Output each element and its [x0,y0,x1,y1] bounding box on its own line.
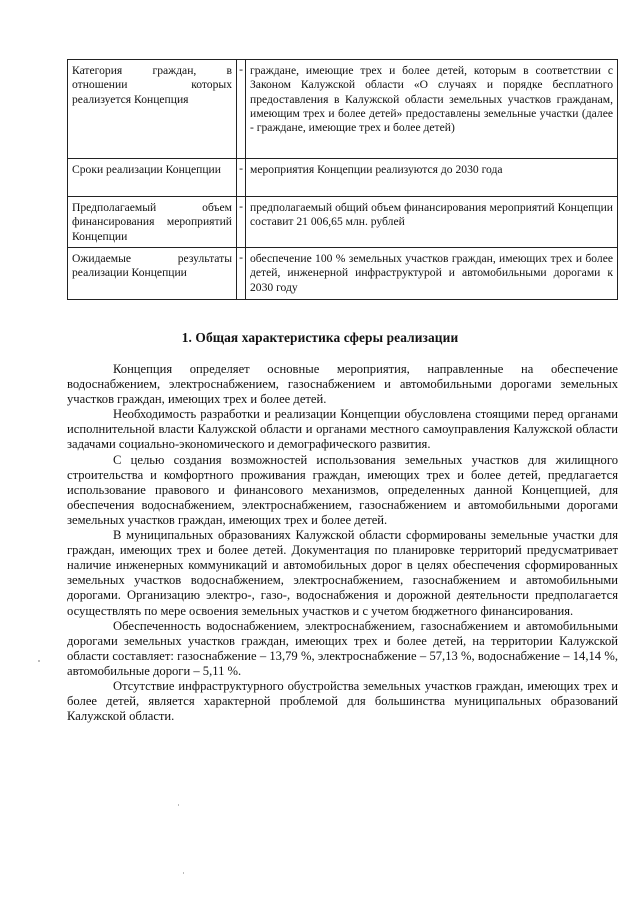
paragraph: Обеспеченность водоснабжением, электроснабжением, газоснабжением и автомобильными дорогами земельных участков граждан, имеющих трех и более детей, на территории Калужской области составляет: газоснабжение – 13,79 %, электроснабжение – 57,13 %, водоснабжение – 14,14 %, автомобильные дороги – 5,11 %. [67,618,618,678]
row-dash: - [237,60,246,159]
table-row [68,60,618,159]
row-dash: - [237,197,246,248]
row-dash: - [237,248,246,300]
paragraph: Отсутствие инфраструктурного обустройства земельных участков граждан, имеющих трех и более детей, является характерной проблемой для большинства муниципальных образований Калужской области. [67,678,618,724]
row-label: Категория граждан, в отношении которых реализуется Концепция [68,60,237,159]
scan-speck [178,804,179,806]
row-value: граждане, имеющие трех и более детей, которым в соответствии с Законом Калужской области «О случаях и порядке бесплатного предоставления в Калужской области земельных участков гражданам, имеющим трех и более детей» предоставлены земельные участки (далее - граждане, имеющие трех и более детей) [246,60,618,159]
paragraph: Концепция определяет основные мероприятия, направленные на обеспечение водоснабжением, электроснабжением, газоснабжением и автомобильными дорогами земельных участков граждан, имеющих трех и более детей. [67,362,618,407]
paragraph: Необходимость разработки и реализации Концепции обусловлена стоящими перед органами исполнительной власти Калужской области и органами местного самоуправления Калужской области задачами социально-экономического и демографического развития. [67,407,618,452]
row-value: обеспечение 100 % земельных участков граждан, имеющих трех и более детей, инженерной инфраструктурой и автомобильными дорогами к 2030 году [246,248,618,300]
paragraph: С целью создания возможностей использования земельных участков для жилищного строительства и комфортного проживания граждан, имеющих трех и более детей, предлагается использование правового и финансового механизмов, определенных данной Концепцией, для обеспечения водоснабжением, электроснабжением, газоснабжением и автомобильными дорогами земельных участков граждан, имеющих трех и более детей. [67,452,618,527]
row-dash: - [237,159,246,197]
row-value: мероприятия Концепции реализуются до 2030 года [246,159,618,197]
section-title: 1. Общая характеристика сферы реализации [181,330,459,345]
scan-speck [183,872,184,874]
table-row [68,197,618,248]
table-row [68,248,618,300]
table-row [68,159,618,197]
scan-speck [38,660,40,662]
row-label: Ожидаемые результаты реализации Концепции [68,248,237,300]
row-value: предполагаемый общий объем финансирования мероприятий Концепции составит 21 006,65 млн. рублей [246,197,618,248]
row-label: Предполагаемый объем финансирования мероприятий Концепции [68,197,237,248]
concept-passport-table [67,59,618,300]
row-label: Сроки реализации Концепции [68,159,237,197]
paragraph: В муниципальных образованиях Калужской области сформированы земельные участки для граждан, имеющих трех и более детей. Документация по планировке территорий предусматривает наличие инженерных коммуникаций и автомобильных дорог в целях обеспечения сформированных земельных участков водоснабжением, электроснабжением, газоснабжением и автомобильными дорогами. Организацию электро-, газо-, водоснабжения и дорожной деятельности предполагается осуществлять по мере освоения земельных участков и с учетом бюджетного финансирования. [67,528,618,618]
section-body [67,362,618,724]
